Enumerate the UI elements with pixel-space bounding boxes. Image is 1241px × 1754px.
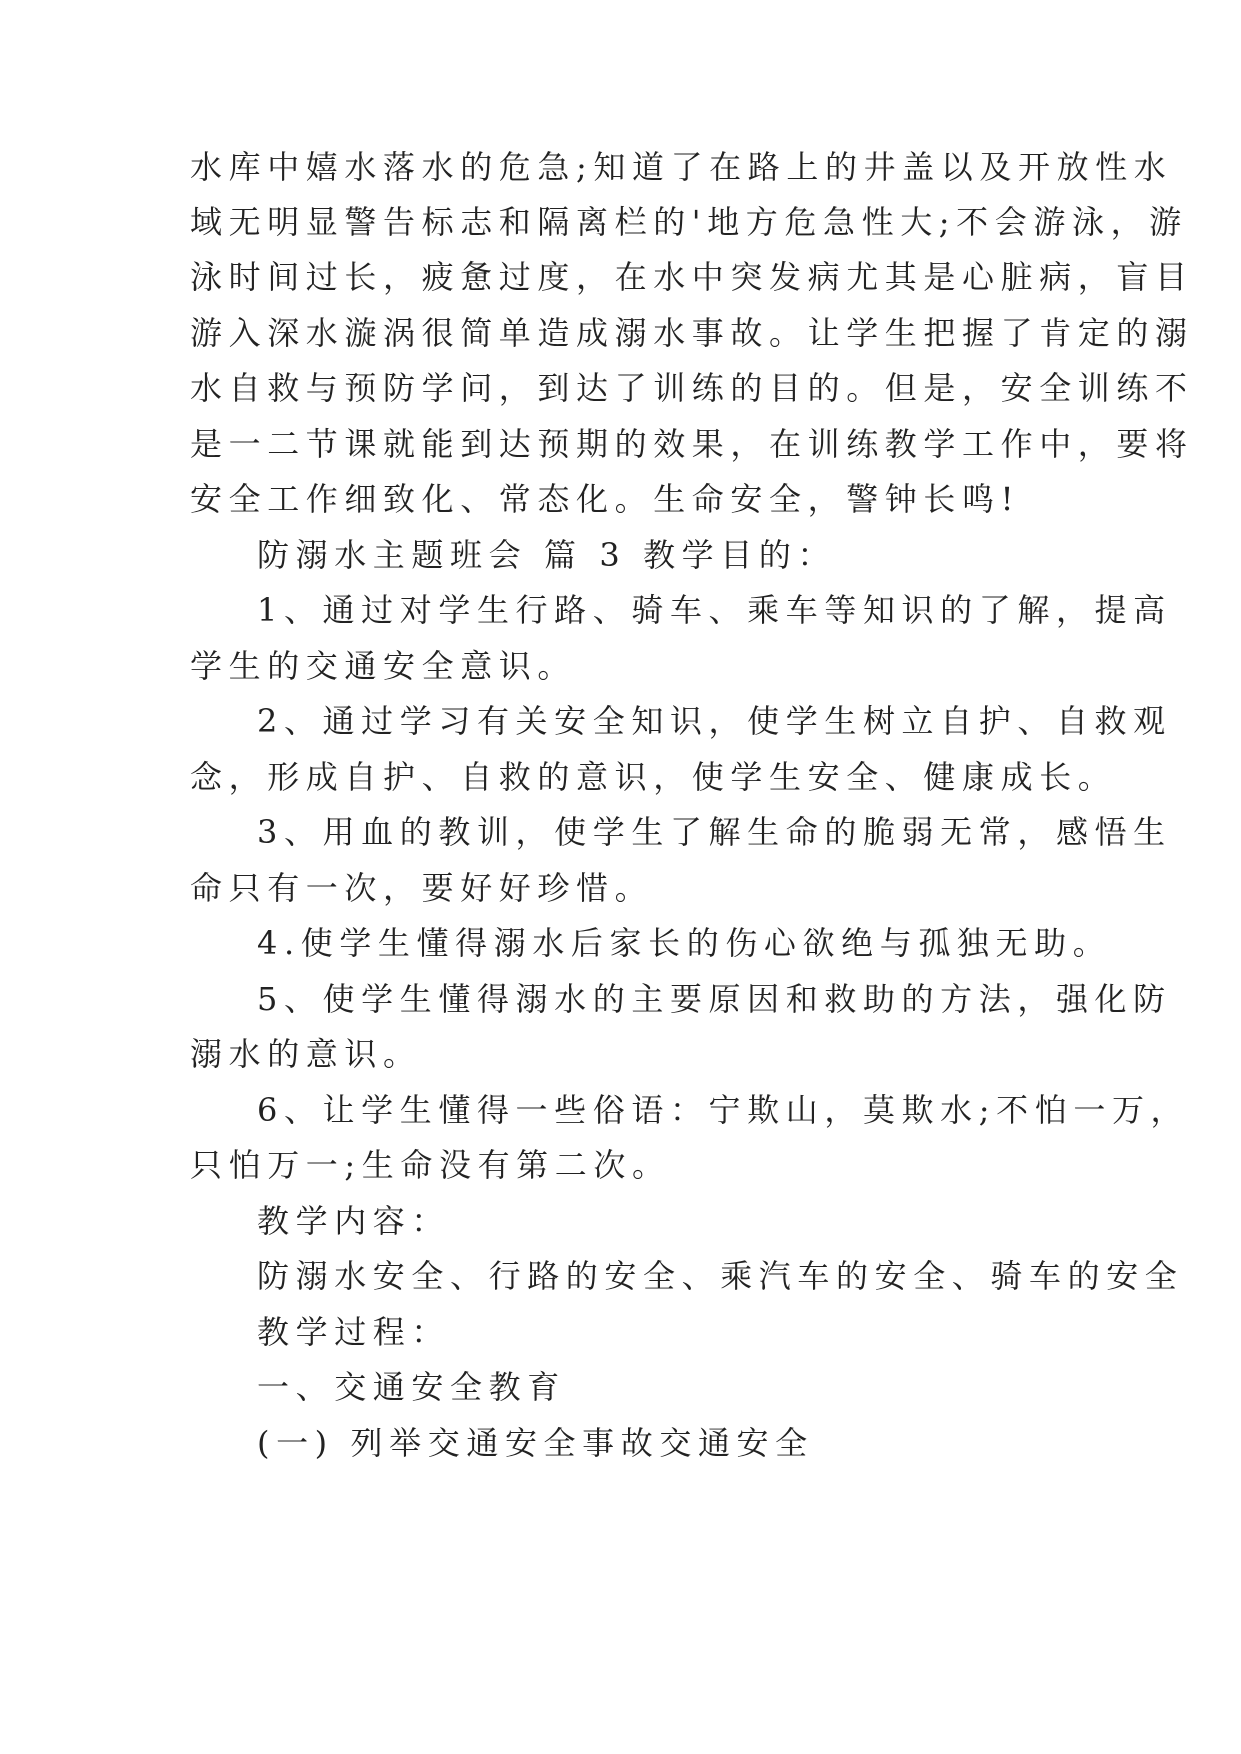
text-line: 1、通过对学生行路、骑车、乘车等知识的了解，提高 xyxy=(257,591,1172,629)
text-line: 学生的交通安全意识。 xyxy=(190,647,577,685)
text-line: 一、交通安全教育 xyxy=(257,1368,566,1406)
text-line: 4.使学生懂得溺水后家长的伤心欲绝与孤独无助。 xyxy=(257,924,1112,962)
text-line: 5、使学生懂得溺水的主要原因和救助的方法，强化防 xyxy=(257,980,1172,1018)
section-heading: 防溺水主题班会 篇 3 教学目的： xyxy=(257,536,837,574)
text-line: 安全工作细致化、常态化。生命安全，警钟长鸣! xyxy=(190,480,1021,518)
text-line: 游入深水漩涡很简单造成溺水事故。让学生把握了肯定的溺 xyxy=(190,314,1194,352)
text-line: 6、让学生懂得一些俗语：宁欺山，莫欺水;不怕一万， xyxy=(257,1091,1190,1129)
text-line: 域无明显警告标志和隔离栏的'地方危急性大;不会游泳，游 xyxy=(190,203,1188,241)
text-line: 念，形成自护、自救的意识，使学生安全、健康成长。 xyxy=(190,758,1117,796)
text-line: 3、用血的教训，使学生了解生命的脆弱无常，感悟生 xyxy=(257,813,1172,851)
text-line: 水自救与预防学问，到达了训练的目的。但是，安全训练不 xyxy=(190,369,1194,407)
text-line: 2、通过学习有关安全知识，使学生树立自护、自救观 xyxy=(257,702,1172,740)
text-line: 是一二节课就能到达预期的效果，在训练教学工作中，要将 xyxy=(190,425,1194,463)
text-line: 泳时间过长，疲惫过度，在水中突发病尤其是心脏病，盲目 xyxy=(190,258,1194,296)
text-line: 教学过程： xyxy=(257,1313,451,1351)
text-line: 溺水的意识。 xyxy=(190,1035,422,1073)
text-line: 命只有一次，要好好珍惜。 xyxy=(190,869,654,907)
text-line: (一) 列举交通安全事故交通安全 xyxy=(257,1424,814,1462)
text-line: 教学内容： xyxy=(257,1202,451,1240)
text-line: 水库中嬉水落水的危急;知道了在路上的井盖以及开放性水 xyxy=(190,148,1173,186)
text-line: 防溺水安全、行路的安全、乘汽车的安全、骑车的安全 xyxy=(257,1257,1184,1295)
text-line: 只怕万一;生命没有第二次。 xyxy=(190,1146,671,1184)
